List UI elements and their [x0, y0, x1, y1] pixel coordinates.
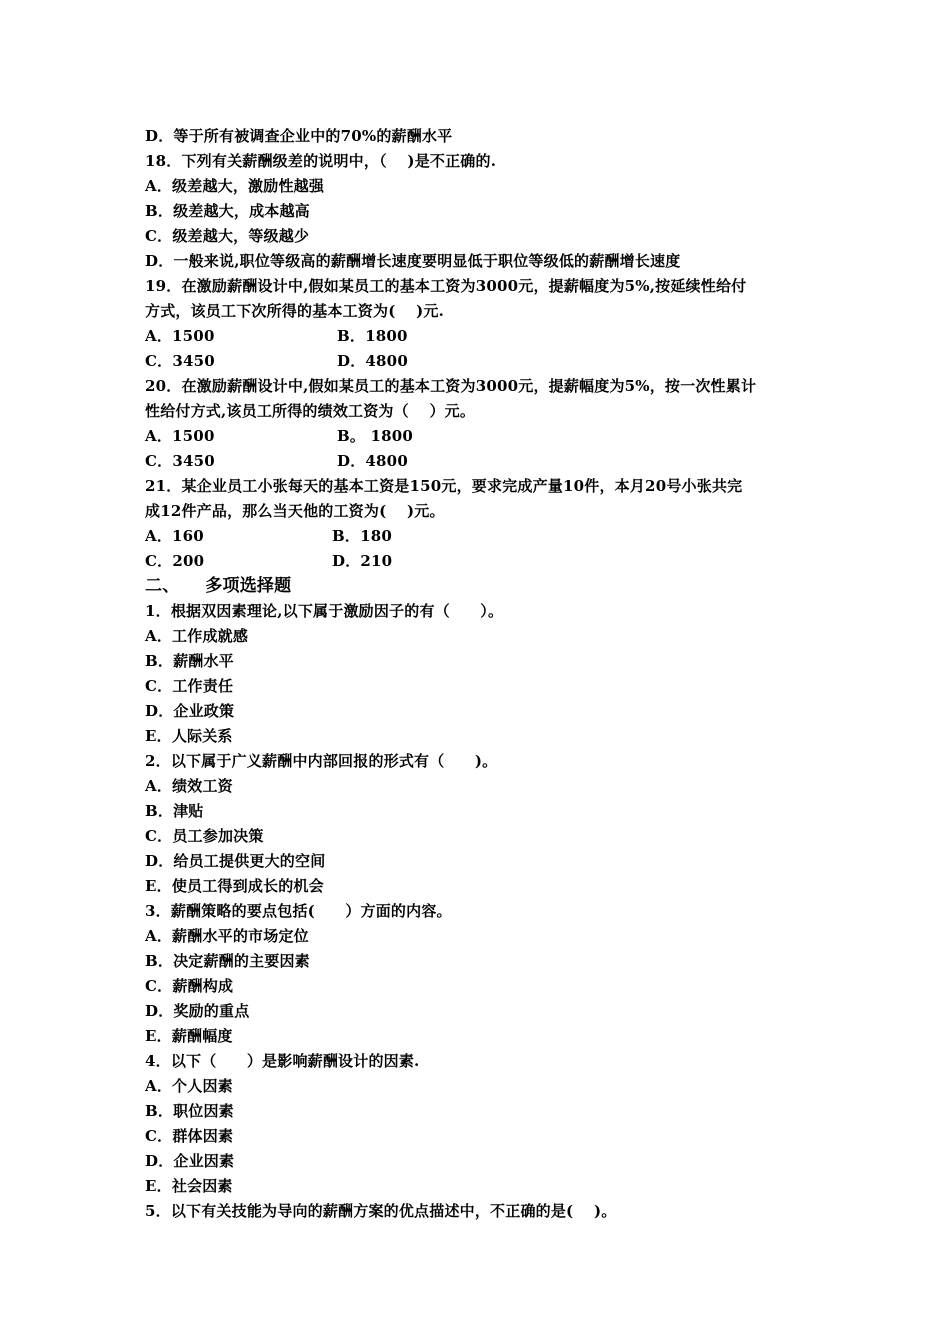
text-line: 1．根据双因素理论,以下属于激励因子的有（ ）。 [145, 602, 504, 620]
option-right: D．4800 [337, 352, 408, 370]
text-line: A．绩效工资 [145, 777, 233, 795]
text-line: D．企业因素 [145, 1152, 235, 1170]
section-heading: 二、 多项选择题 [145, 576, 292, 596]
option-left: C．3450 [145, 452, 215, 470]
text-line: D．一般来说,职位等级高的薪酬增长速度要明显低于职位等级低的薪酬增长速度 [145, 252, 681, 270]
text-line: C．员工参加决策 [145, 827, 264, 845]
option-left: A．160 [145, 527, 204, 545]
option-pair-line [145, 349, 815, 374]
option-pair-line [145, 549, 815, 574]
text-line: 方式，该员工下次所得的基本工资为( )元. [145, 302, 445, 320]
option-pair-line [145, 324, 815, 349]
text-line: 21．某企业员工小张每天的基本工资是150元，要求完成产量10件，本月20号小张共完 [145, 477, 743, 495]
option-left: C．3450 [145, 352, 215, 370]
text-line: 3．薪酬策略的要点包括( ）方面的内容。 [145, 902, 452, 920]
text-line: D．等于所有被调查企业中的70%的薪酬水平 [145, 127, 453, 145]
text-line: A．级差越大，激励性越强 [145, 177, 325, 195]
text-line: 20．在激励薪酬设计中,假如某员工的基本工资为3000元，提薪幅度为5%，按一次性累计 [145, 377, 757, 395]
option-pair-line [145, 449, 815, 474]
text-line: B．级差越大，成本越高 [145, 202, 310, 220]
option-left: A．1500 [145, 427, 215, 445]
text-line: C．工作责任 [145, 677, 234, 695]
text-line: D．给员工提供更大的空间 [145, 852, 326, 870]
option-right: D．4800 [337, 452, 408, 470]
text-line: A．薪酬水平的市场定位 [145, 927, 309, 945]
option-pair-line [145, 524, 815, 549]
text-line: E．人际关系 [145, 727, 233, 745]
option-right: B．180 [332, 527, 392, 545]
option-right: D．210 [332, 552, 393, 570]
text-line: 18．下列有关薪酬级差的说明中，（ )是不正确的. [145, 152, 497, 170]
text-line: B．薪酬水平 [145, 652, 234, 670]
text-line: E．社会因素 [145, 1177, 233, 1195]
text-line: E．薪酬幅度 [145, 1027, 233, 1045]
text-line: B．职位因素 [145, 1102, 234, 1120]
text-line: 性给付方式,该员工所得的绩效工资为（ ）元。 [145, 402, 476, 420]
option-left: A．1500 [145, 327, 215, 345]
text-line: 5．以下有关技能为导向的薪酬方案的优点描述中，不正确的是( )。 [145, 1202, 617, 1220]
text-line: A．工作成就感 [145, 627, 249, 645]
option-pair-line [145, 424, 815, 449]
text-line: A．个人因素 [145, 1077, 233, 1095]
text-line: B．决定薪酬的主要因素 [145, 952, 310, 970]
option-left: C．200 [145, 552, 205, 570]
text-line: C．薪酬构成 [145, 977, 234, 995]
document-body [145, 124, 815, 1224]
option-right: B。 1800 [337, 427, 414, 445]
option-right: B．1800 [337, 327, 408, 345]
text-line: 成12件产品，那么当天他的工资为( )元。 [145, 502, 445, 520]
text-line: E．使员工得到成长的机会 [145, 877, 324, 895]
text-line: 4．以下（ ）是影响薪酬设计的因素. [145, 1052, 420, 1070]
text-line: D．奖励的重点 [145, 1002, 250, 1020]
text-line: 19．在激励薪酬设计中,假如某员工的基本工资为3000元，提薪幅度为5%,按延续性给付 [145, 277, 747, 295]
text-line: 2．以下属于广义薪酬中内部回报的形式有（ )。 [145, 752, 498, 770]
text-line: D．企业政策 [145, 702, 235, 720]
text-line: C．群体因素 [145, 1127, 234, 1145]
text-line: B．津贴 [145, 802, 204, 820]
text-line: C．级差越大，等级越少 [145, 227, 310, 245]
